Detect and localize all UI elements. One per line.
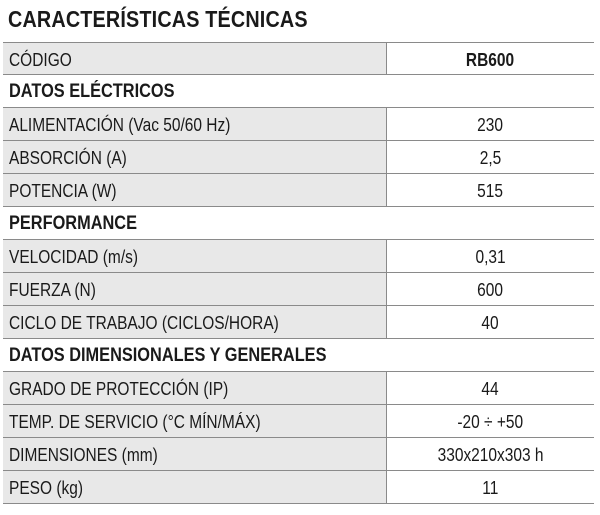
table-row xyxy=(3,240,594,273)
row-value-cell xyxy=(387,372,594,404)
row-value-cell xyxy=(387,273,594,305)
table-row xyxy=(3,372,594,405)
row-label: DIMENSIONES (mm) xyxy=(9,445,158,465)
row-label-cell xyxy=(3,43,387,74)
table-row xyxy=(3,273,594,306)
row-value: 11 xyxy=(482,478,499,498)
row-label: POTENCIA (W) xyxy=(9,181,117,201)
table-row xyxy=(3,438,594,471)
row-label: GRADO DE PROTECCIÓN (IP) xyxy=(9,379,229,399)
row-value: -20 ÷ +50 xyxy=(457,412,524,432)
row-label-cell xyxy=(3,108,387,140)
row-label: PESO (kg) xyxy=(9,478,83,498)
row-value-cell xyxy=(387,438,594,470)
section-title: PERFORMANCE xyxy=(9,213,138,234)
row-value-cell xyxy=(387,141,594,173)
row-value-cell xyxy=(387,240,594,272)
code-label: CÓDIGO xyxy=(9,50,72,70)
row-value: 40 xyxy=(481,313,500,333)
row-value: 600 xyxy=(477,280,504,300)
row-value-cell xyxy=(387,174,594,206)
row-value: 44 xyxy=(481,379,500,399)
section-heading-electrical xyxy=(3,75,594,108)
code-row xyxy=(3,42,594,75)
table-row xyxy=(3,108,594,141)
section-title: DATOS DIMENSIONALES Y GENERALES xyxy=(9,345,327,366)
row-value-cell xyxy=(387,306,594,338)
row-label-cell xyxy=(3,240,387,272)
table-row xyxy=(3,141,594,174)
table-row xyxy=(3,174,594,207)
row-value: 0,31 xyxy=(475,247,506,267)
row-label: TEMP. DE SERVICIO (°C MÍN/MÁX) xyxy=(9,412,261,432)
row-value-cell xyxy=(387,405,594,437)
table-row xyxy=(3,405,594,438)
row-label: FUERZA (N) xyxy=(9,280,96,300)
section-heading-dimensional xyxy=(3,339,594,372)
row-label-cell xyxy=(3,306,387,338)
row-label-cell xyxy=(3,405,387,437)
row-value-cell xyxy=(387,108,594,140)
section-title: DATOS ELÉCTRICOS xyxy=(9,81,175,102)
row-label: VELOCIDAD (m/s) xyxy=(9,247,139,267)
row-label-cell xyxy=(3,372,387,404)
row-value: 230 xyxy=(477,115,504,135)
specs-table xyxy=(3,42,594,504)
table-row xyxy=(3,306,594,339)
row-label: ALIMENTACIÓN (Vac 50/60 Hz) xyxy=(9,115,231,135)
table-row xyxy=(3,471,594,504)
row-label: ABSORCIÓN (A) xyxy=(9,148,127,168)
row-value-cell xyxy=(387,43,594,74)
row-label-cell xyxy=(3,471,387,503)
row-label: CICLO DE TRABAJO (CICLOS/HORA) xyxy=(9,313,279,333)
row-label-cell xyxy=(3,438,387,470)
row-value: 515 xyxy=(477,181,504,201)
row-label-cell xyxy=(3,174,387,206)
row-label-cell xyxy=(3,141,387,173)
row-value-cell xyxy=(387,471,594,503)
row-value: 2,5 xyxy=(479,148,502,168)
row-value: 330x210x303 h xyxy=(437,445,544,465)
section-heading-performance xyxy=(3,207,594,240)
page-title: CARACTERÍSTICAS TÉCNICAS xyxy=(8,6,308,32)
row-label-cell xyxy=(3,273,387,305)
code-value: RB600 xyxy=(466,50,515,70)
